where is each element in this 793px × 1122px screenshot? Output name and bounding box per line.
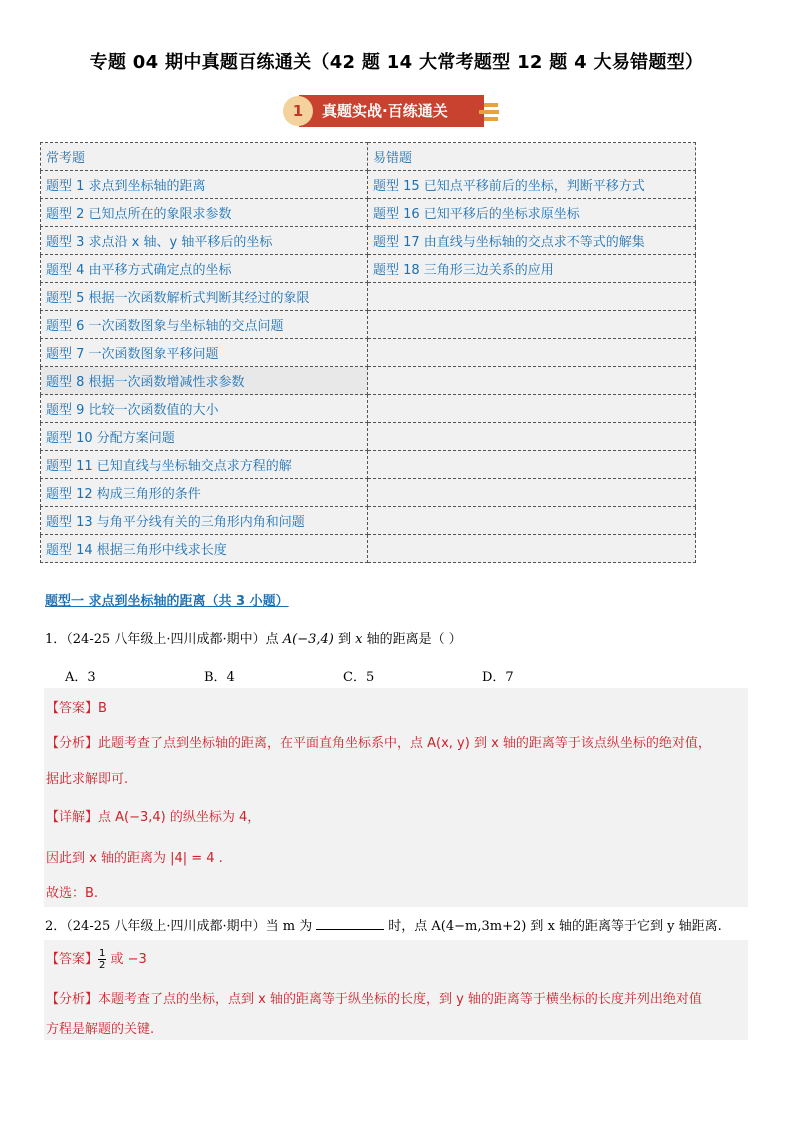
empty-cell — [368, 367, 696, 395]
option-d[interactable]: D．7 — [482, 670, 514, 685]
empty-cell — [368, 507, 696, 535]
empty-cell — [368, 395, 696, 423]
banner-stripe-decoration — [484, 103, 498, 107]
question-1-axis: x — [355, 632, 363, 647]
topic-item[interactable]: 题型 5 根据一次函数解析式判断其经过的象限 — [41, 283, 368, 311]
empty-cell — [368, 311, 696, 339]
section-heading-link[interactable]: 题型一 求点到坐标轴的距离（共 3 小题） — [45, 594, 289, 609]
answer-line: 【答案】B — [46, 701, 107, 716]
banner-label: 真题实战·百练通关 — [299, 95, 484, 127]
topic-item[interactable]: 题型 7 一次函数图象平移问题 — [41, 339, 368, 367]
question-2 — [45, 915, 722, 934]
topic-item[interactable]: 题型 6 一次函数图象与坐标轴的交点问题 — [41, 311, 368, 339]
topic-item[interactable]: 题型 16 已知平移后的坐标求原坐标 — [368, 199, 696, 227]
detail-line-2: 因此到 x 轴的距离为 |4| = 4 . — [46, 851, 223, 866]
analysis-line-1: 【分析】此题考查了点到坐标轴的距离，在平面直角坐标系中，点 A(x, y) 到 x 轴的距离等于该点纵坐标的绝对值， — [46, 736, 711, 751]
page-title: 专题 04 期中真题百练通关（42 题 14 大常考题型 12 题 4 大易错题型） — [89, 52, 704, 73]
topic-item[interactable]: 题型 9 比较一次函数值的大小 — [41, 395, 368, 423]
empty-cell — [368, 451, 696, 479]
empty-cell — [368, 283, 696, 311]
question-2-solution — [44, 940, 748, 1040]
option-a[interactable]: A．3 — [65, 670, 96, 685]
fraction-numerator: 1 — [99, 948, 106, 959]
question-1-middle: 到 — [333, 632, 356, 647]
table-header-common: 常考题 — [41, 143, 368, 171]
topic-item[interactable]: 题型 10 分配方案问题 — [41, 423, 368, 451]
question-1-solution — [44, 688, 748, 907]
question-2-suffix: 时，点 A(4−m,3m+2) 到 x 轴的距离等于它到 y 轴距离. — [388, 919, 722, 934]
question-1-prefix: 1．（24-25 八年级上·四川成都·期中）点 — [45, 632, 283, 647]
analysis-line-2: 据此求解即可. — [46, 772, 129, 787]
empty-cell — [368, 535, 696, 563]
topic-item[interactable]: 题型 17 由直线与坐标轴的交点求不等式的解集 — [368, 227, 696, 255]
empty-cell — [368, 423, 696, 451]
fraction-denominator: 2 — [99, 960, 106, 971]
topic-item[interactable]: 题型 12 构成三角形的条件 — [41, 479, 368, 507]
topic-item[interactable]: 题型 4 由平移方式确定点的坐标 — [41, 255, 368, 283]
topic-item[interactable]: 题型 1 求点到坐标轴的距离 — [41, 171, 368, 199]
question-1 — [45, 628, 462, 647]
answer-rest: 或 −3 — [106, 952, 147, 967]
analysis-line-1: 【分析】本题考查了点的坐标，点到 x 轴的距离等于纵坐标的长度，到 y 轴的距离等于横坐标的长度并列出绝对值 — [46, 992, 702, 1007]
topic-item[interactable]: 题型 2 已知点所在的象限求参数 — [41, 199, 368, 227]
detail-line-1: 【详解】点 A(−3,4) 的纵坐标为 4， — [46, 810, 261, 825]
option-b[interactable]: B．4 — [204, 670, 235, 685]
topic-item[interactable]: 题型 13 与角平分线有关的三角形内角和问题 — [41, 507, 368, 535]
table-header-error-prone: 易错题 — [368, 143, 696, 171]
empty-cell — [368, 479, 696, 507]
topic-table — [40, 142, 696, 563]
topic-item[interactable]: 题型 8 根据一次函数增减性求参数 — [41, 367, 368, 395]
topic-item[interactable]: 题型 11 已知直线与坐标轴交点求方程的解 — [41, 451, 368, 479]
question-1-suffix: 轴的距离是（ ） — [362, 632, 462, 647]
banner-stripe-decoration — [479, 110, 499, 114]
empty-cell — [368, 339, 696, 367]
question-2-prefix: 2．（24-25 八年级上·四川成都·期中）当 m 为 — [45, 919, 313, 934]
banner-number-badge: 1 — [283, 96, 313, 126]
question-1-point: A(−3,4) — [282, 632, 334, 647]
topic-item[interactable]: 题型 18 三角形三边关系的应用 — [368, 255, 696, 283]
choice-line: 故选：B. — [46, 886, 99, 901]
analysis-line-2: 方程是解题的关键. — [46, 1022, 155, 1037]
answer-blank[interactable] — [316, 917, 384, 930]
answer-label: 【答案】 — [46, 952, 99, 967]
section-banner — [283, 93, 513, 129]
question-1-options — [65, 666, 621, 685]
banner-stripe-decoration — [484, 117, 498, 121]
topic-item[interactable]: 题型 3 求点沿 x 轴、y 轴平移后的坐标 — [41, 227, 368, 255]
answer-line — [46, 948, 147, 971]
option-c[interactable]: C．5 — [343, 670, 375, 685]
topic-item[interactable]: 题型 14 根据三角形中线求长度 — [41, 535, 368, 563]
topic-item[interactable]: 题型 15 已知点平移前后的坐标，判断平移方式 — [368, 171, 696, 199]
